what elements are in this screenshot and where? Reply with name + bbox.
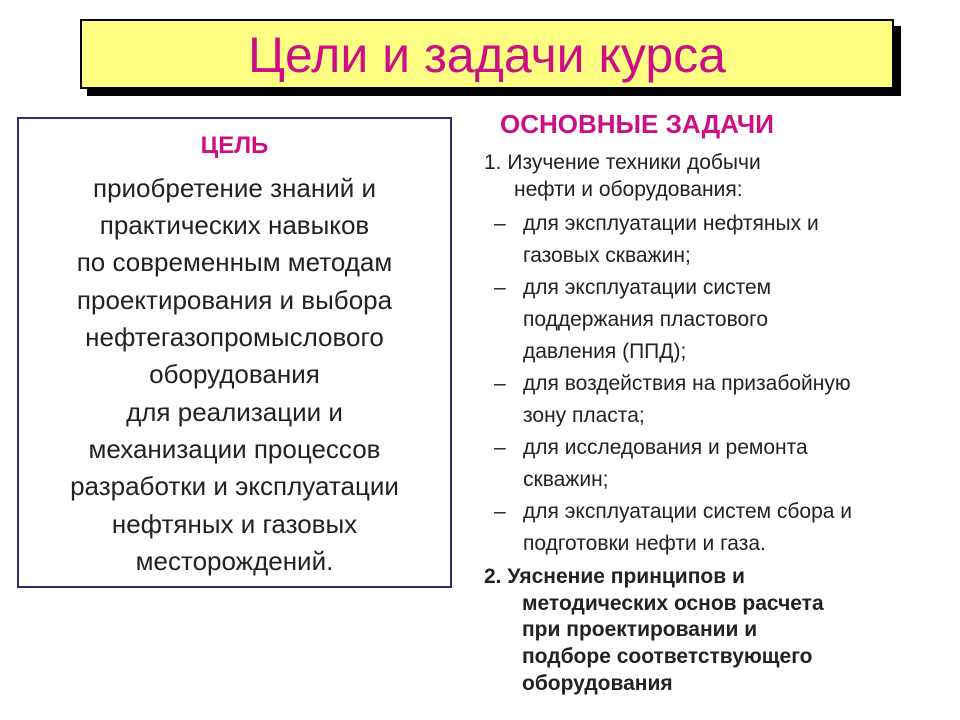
task-2-line: оборудования — [522, 672, 673, 695]
subitem-text: зону пласта; — [523, 404, 645, 427]
goal-line: по современным методам — [76, 247, 393, 277]
goal-heading: ЦЕЛЬ — [200, 132, 269, 159]
task-2-line: подборе соответствующего — [522, 645, 813, 668]
task-1-title: 1. Изучение техники добычи — [484, 151, 761, 174]
subitem-text: для исследования и ремонта — [523, 436, 808, 459]
dash-marker: – — [494, 500, 506, 523]
subitem-text: газовых скважин; — [523, 244, 691, 267]
goal-box — [17, 117, 452, 588]
task-2-line: методических основ расчета — [522, 592, 824, 615]
subitem-text: поддержания пластового — [523, 308, 769, 331]
goal-line: месторождений. — [135, 546, 334, 576]
slide-title: Цели и задачи курса — [248, 27, 726, 83]
goal-line: нефтяных и газовых — [111, 509, 358, 539]
dash-marker: – — [494, 212, 506, 235]
task-2-line: при проектировании и — [522, 618, 758, 641]
goal-line: проектирования и выбора — [76, 285, 393, 315]
goal-line: приобретение знаний и — [92, 173, 376, 203]
subitem-text: давления (ППД); — [523, 340, 687, 363]
subitem-text: для воздействия на призабойную — [523, 372, 851, 395]
tasks-heading: ОСНОВНЫЕ ЗАДАЧИ — [500, 109, 774, 139]
subitem-text: для эксплуатации систем — [523, 276, 772, 299]
goal-line: механизации процессов — [88, 434, 381, 464]
dash-marker: – — [494, 276, 506, 299]
goal-line: практических навыков — [99, 210, 370, 240]
goal-line: разработки и эксплуатации — [70, 471, 399, 501]
subitem-text: для эксплуатации нефтяных и — [523, 212, 819, 235]
dash-marker: – — [494, 436, 506, 459]
subitem-text: для эксплуатации систем сбора и — [523, 500, 853, 523]
task-1-title: нефти и оборудования: — [514, 178, 743, 201]
goal-line: оборудования — [149, 359, 320, 389]
subitem-text: подготовки нефти и газа. — [523, 532, 766, 555]
title-banner — [80, 19, 894, 89]
task-2-line: 2. Уяснение принципов и — [484, 565, 745, 588]
subitem-text: скважин; — [523, 468, 609, 491]
goal-line: нефтегазопромыслового — [85, 322, 384, 352]
dash-marker: – — [494, 372, 506, 395]
goal-line: для реализации и — [126, 397, 343, 427]
